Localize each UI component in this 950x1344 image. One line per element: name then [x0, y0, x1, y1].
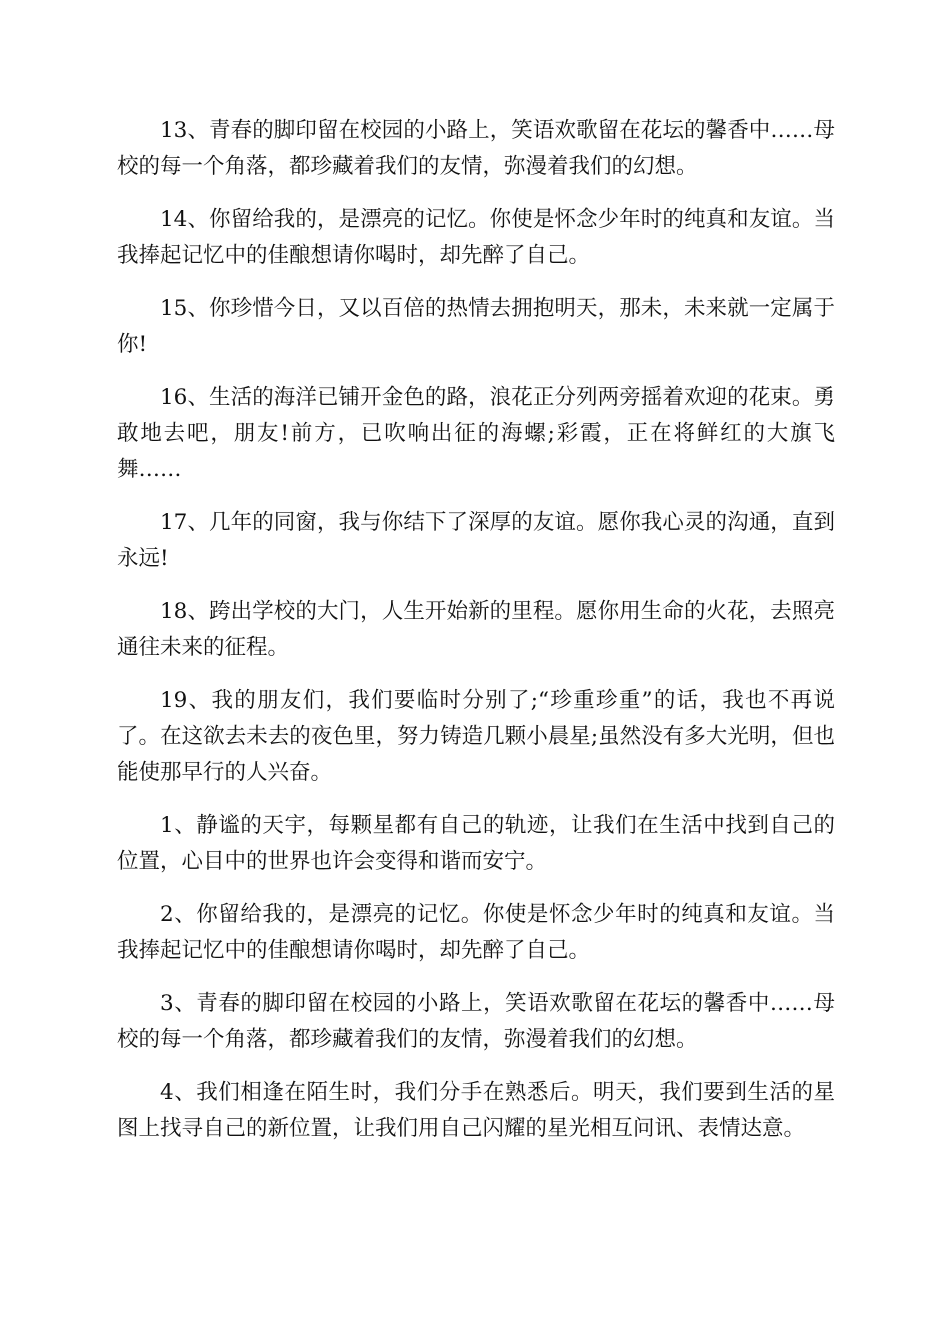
paragraph-13: 13、青春的脚印留在校园的小路上，笑语欢歌留在花坛的馨香中……母校的每一个角落，都珍藏着我们的友情，弥漫着我们的幻想。 [117, 118, 835, 179]
paragraph-16: 16、生活的海洋已铺开金色的路，浪花正分列两旁摇着欢迎的花束。勇敢地去吧，朋友!前方，已吹响出征的海螺;彩霞，正在将鲜红的大旗飞舞…… [117, 385, 835, 482]
paragraph-18: 18、跨出学校的大门，人生开始新的里程。愿你用生命的火花，去照亮通往未来的征程。 [117, 599, 835, 660]
document-body [117, 113, 835, 1164]
paragraph-14: 14、你留给我的，是漂亮的记忆。你使是怀念少年时的纯真和友谊。当我捧起记忆中的佳酿想请你喝时，却先醉了自己。 [117, 207, 835, 268]
paragraph-3: 3、青春的脚印留在校园的小路上，笑语欢歌留在花坛的馨香中……母校的每一个角落，都珍藏着我们的友情，弥漫着我们的幻想。 [117, 991, 835, 1052]
paragraph-19: 19、我的朋友们，我们要临时分别了;“珍重珍重”的话，我也不再说了。在这欲去未去的夜色里，努力铸造几颗小晨星;虽然没有多大光明，但也能使那早行的人兴奋。 [117, 688, 835, 785]
paragraph-15: 15、你珍惜今日，又以百倍的热情去拥抱明天，那未，未来就一定属于你! [117, 296, 835, 357]
paragraph-17: 17、几年的同窗，我与你结下了深厚的友谊。愿你我心灵的沟通，直到永远! [117, 510, 835, 571]
paragraph-2: 2、你留给我的，是漂亮的记忆。你使是怀念少年时的纯真和友谊。当我捧起记忆中的佳酿想请你喝时，却先醉了自己。 [117, 902, 835, 963]
paragraph-1: 1、静谧的天宇，每颗星都有自己的轨迹，让我们在生活中找到自己的位置，心目中的世界也许会变得和谐而安宁。 [117, 813, 835, 874]
paragraph-4: 4、我们相逢在陌生时，我们分手在熟悉后。明天，我们要到生活的星图上找寻自己的新位置，让我们用自己闪耀的星光相互问讯、表情达意。 [117, 1080, 835, 1141]
